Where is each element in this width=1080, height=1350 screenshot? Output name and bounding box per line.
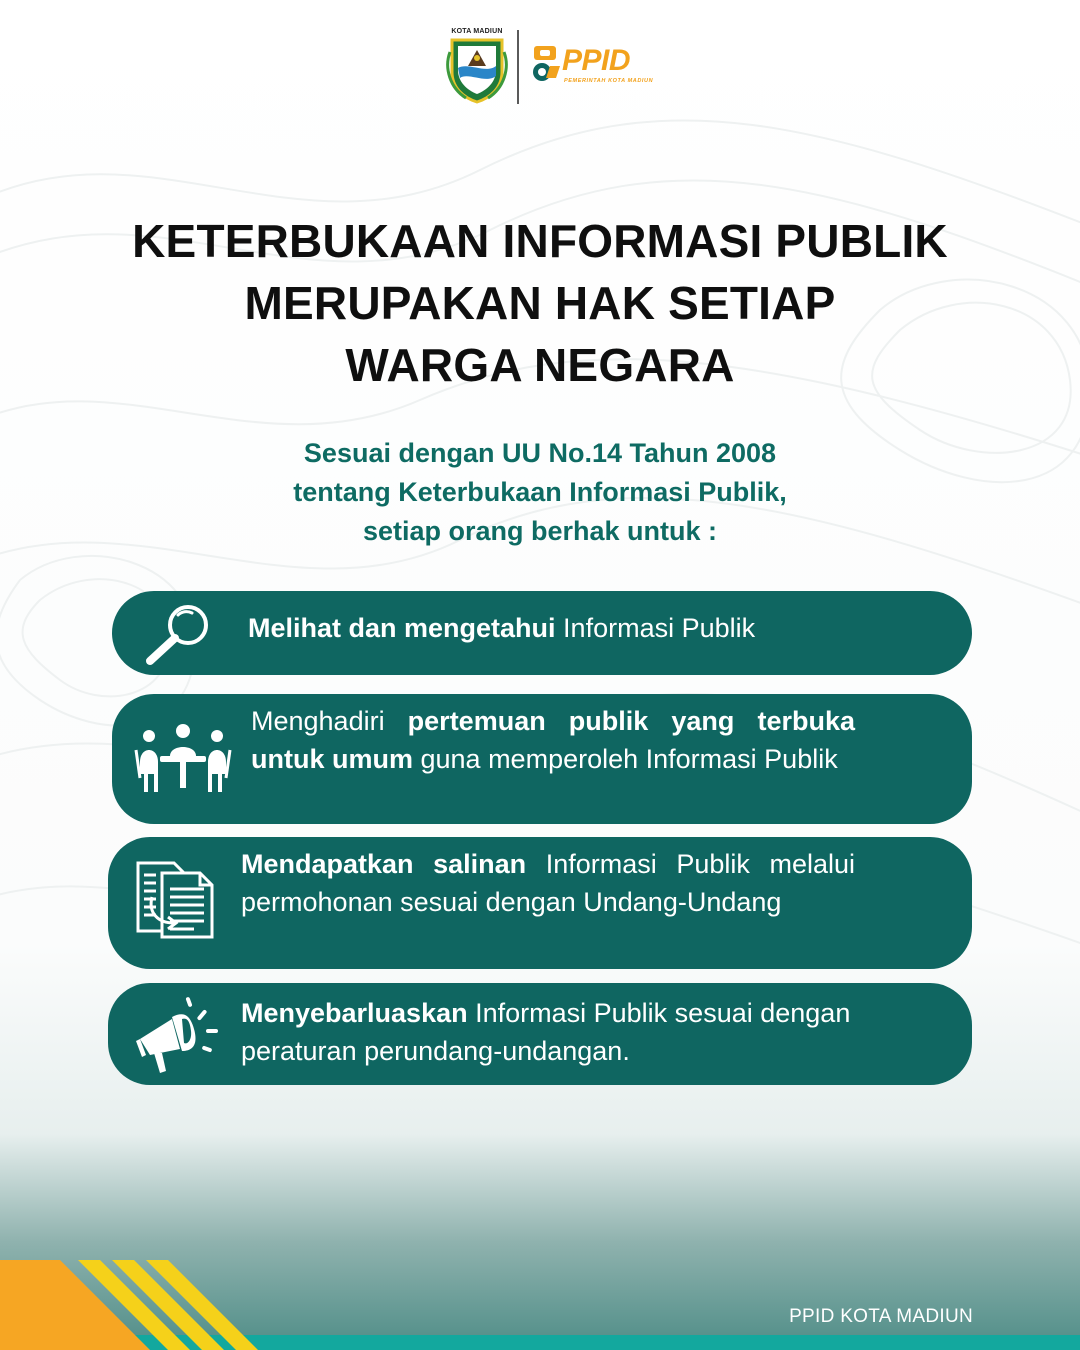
- kota-madiun-crest-icon: [446, 32, 508, 104]
- right-item-attend-meeting-rest: guna memperoleh Informasi Publik: [413, 744, 838, 774]
- right-item-get-copy-bold: Mendapatkan salinan: [241, 849, 527, 879]
- right-item-disseminate-bold: Menyebarluaskan: [241, 998, 468, 1028]
- footer-stripes: [0, 1255, 1080, 1350]
- right-item-view-text: [248, 609, 948, 647]
- right-item-get-copy-text: [241, 845, 855, 921]
- right-item-attend-meeting-text: [251, 702, 855, 778]
- title-line-1: KETERBUKAAN INFORMASI PUBLIK: [132, 215, 948, 267]
- ppid-logo-text: PPID: [562, 44, 631, 77]
- logo-divider: [517, 30, 519, 104]
- title-line-2: MERUPAKAN HAK SETIAP: [244, 277, 836, 329]
- logo-row: [0, 28, 1080, 108]
- right-item-disseminate-text: [241, 994, 881, 1070]
- right-item-attend-meeting: [112, 694, 972, 824]
- right-item-get-copy: [108, 837, 972, 969]
- subtitle: [140, 434, 940, 551]
- subtitle-line-3: setiap orang berhak untuk :: [362, 516, 718, 546]
- meeting-icon: [134, 722, 232, 796]
- subtitle-line-1: Sesuai dengan UU No.14 Tahun 2008: [303, 438, 777, 468]
- ppid-emblem-icon: [530, 44, 562, 86]
- right-item-get-copy-rest: Informasi Publik melalui permohonan sesuai dengan Undang-Undang: [241, 849, 855, 917]
- documents-copy-icon: [134, 857, 218, 941]
- ppid-logo-subtext: PEMERINTAH KOTA MADIUN: [564, 78, 654, 84]
- right-item-view-bold: Melihat dan mengetahui: [248, 613, 556, 643]
- subtitle-line-2: tentang Keterbukaan Informasi Publik,: [293, 477, 787, 507]
- crest-caption: KOTA MADIUN: [451, 28, 503, 35]
- right-item-disseminate-rest: Informasi Publik sesuai dengan peraturan perundang-undangan.: [241, 998, 851, 1066]
- footer-label: PPID KOTA MADIUN: [789, 1306, 973, 1327]
- page-title: [60, 210, 1020, 396]
- right-item-attend-meeting-bold: pertemuan publik yang terbuka untuk umum: [251, 706, 856, 774]
- right-item-disseminate: [108, 983, 972, 1085]
- megaphone-icon: [132, 995, 224, 1075]
- right-item-view-rest: Informasi Publik: [555, 613, 756, 643]
- title-line-3: WARGA NEGARA: [345, 339, 735, 391]
- right-item-view: [112, 591, 972, 675]
- magnifier-icon: [142, 601, 214, 665]
- right-item-attend-meeting-pre: Menghadiri: [251, 706, 408, 736]
